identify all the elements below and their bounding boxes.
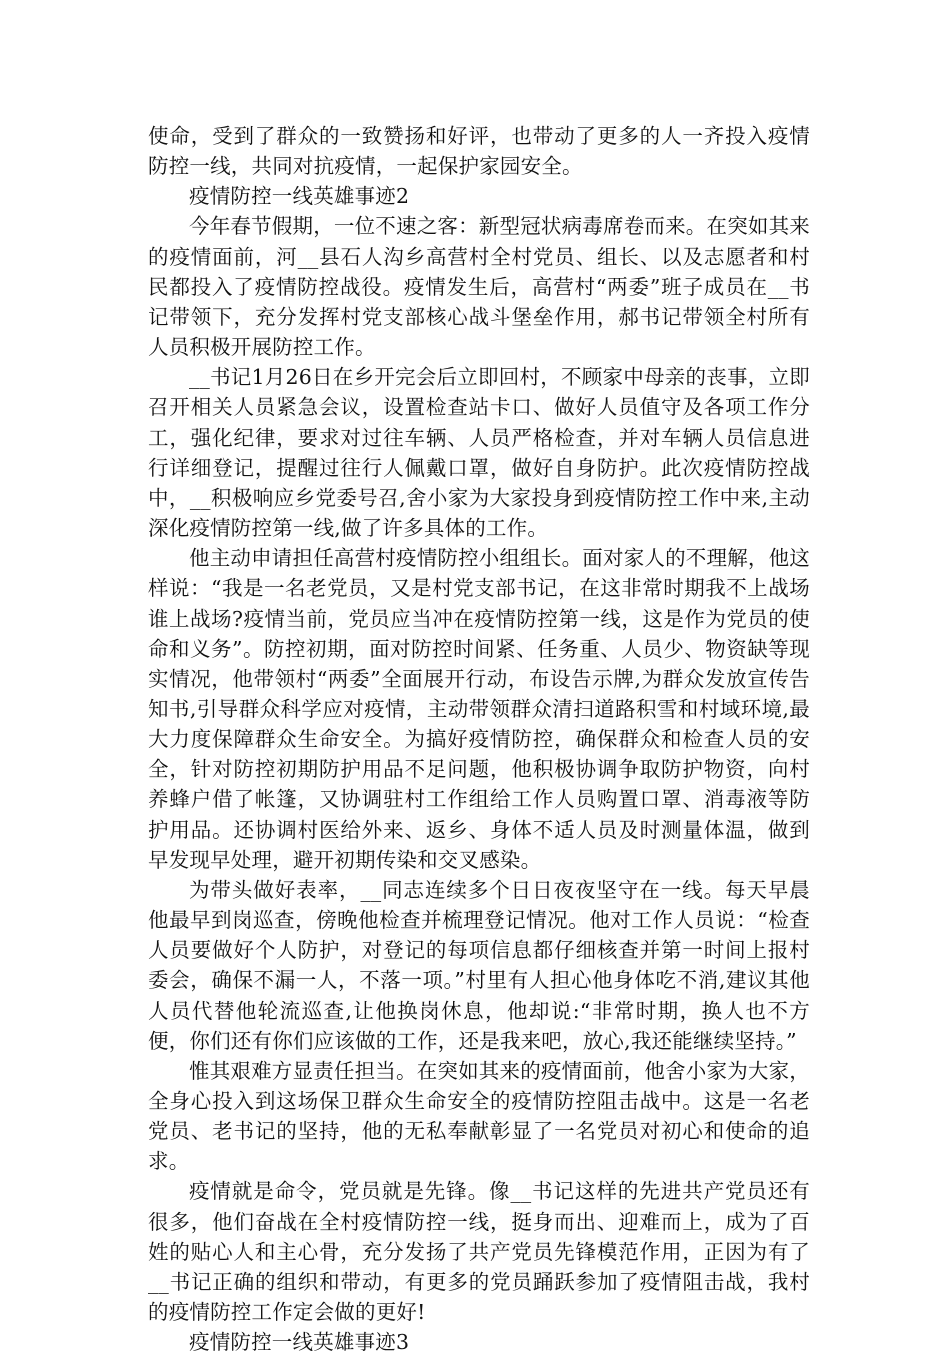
body-paragraph-3: 他主动申请担任高营村疫情防控小组组长。面对家人的不理解，他这样说：“我是一名老党员，又是村党支部书记，在这非常时期我不上战场谁上战场?疫情当前，党员应当冲在疫情防控第一线，这是作为党员的使命和义务”。防控初期，面对防控时间紧、任务重、人员少、物资缺等现实情况，他带领村“两委”全面展开行动，布设告示牌,为群众发放宣传告知书,引导群众科学应对疫情，主动带领群众清扫道路积雪和村域环境,最大力度保障群众生命安全。为搞好疫情防控，确保群众和检查人员的安全，针对防控初期防护用品不足问题，他积极协调争取防护物资，向村养蜂户借了帐篷，又协调驻村工作组给工作人员购置口罩、消毒液等防护用品。还协调村医给外来、返乡、身体不适人员及时测量体温，做到早发现早处理，避开初期传染和交叉感染。 [148, 546, 810, 872]
continuation-paragraph: 使命，受到了群众的一致赞扬和好评，也带动了更多的人一齐投入疫情防控一线，共同对抗疫情，一起保护家园安全。 [148, 124, 810, 179]
body-paragraph-4: 为带头做好表率，__同志连续多个日日夜夜坚守在一线。每天早晨他最早到岗巡查，傍晚他检查并梳理登记情况。他对工作人员说：“检查人员要做好个人防护，对登记的每项信息都仔细核查并第一时间上报村委会，确保不漏一人，不落一项。”村里有人担心他身体吃不消,建议其他人员代替他轮流巡查,让他换岗休息，他却说:“非常时期，换人也不方便，你们还有你们应该做的工作，还是我来吧，放心,我还能继续坚持。” [148, 877, 810, 1053]
body-paragraph-1: 今年春节假期，一位不速之客：新型冠状病毒席卷而来。在突如其来的疫情面前，河__县石人沟乡高营村全村党员、组长、以及志愿者和村民都投入了疫情防控战役。疫情发生后，高营村“两委”班子成员在__书记带领下，充分发挥村党支部核心战斗堡垒作用，郝书记带领全村所有人员积极开展防控工作。 [148, 214, 810, 360]
body-paragraph-5: 惟其艰难方显责任担当。在突如其来的疫情面前，他舍小家为大家，全身心投入到这场保卫群众生命安全的疫情防控阻击战中。这是一名老党员、老书记的坚持，他的无私奉献彰显了一名党员对初心和使命的追求。 [148, 1058, 810, 1174]
section-heading-3: 疫情防控一线英雄事迹3 [189, 1330, 410, 1355]
section-heading-2: 疫情防控一线英雄事迹2 [189, 184, 410, 209]
body-paragraph-6: 疫情就是命令，党员就是先锋。像__书记这样的先进共产党员还有很多，他们奋战在全村疫情防控一线，挺身而出、迎难而上，成为了百姓的贴心人和主心骨，充分发扬了共产党员先锋模范作用，正因为有了__书记正确的组织和带动，有更多的党员踊跃参加了疫情阻击战，我村的疫情防控工作定会做的更好! [148, 1179, 810, 1325]
body-paragraph-2: __书记1月26日在乡开完会后立即回村，不顾家中母亲的丧事，立即召开相关人员紧急会议，设置检查站卡口、做好人员值守及各项工作分工，强化纪律，要求对过往车辆、人员严格检查，并对车辆人员信息进行详细登记，提醒过往行人佩戴口罩，做好自身防护。此次疫情防控战中，__积极响应乡党委号召,舍小家为大家投身到疫情防控工作中来,主动深化疫情防控第一线,做了许多具体的工作。 [148, 365, 810, 541]
document-body [148, 121, 810, 1357]
